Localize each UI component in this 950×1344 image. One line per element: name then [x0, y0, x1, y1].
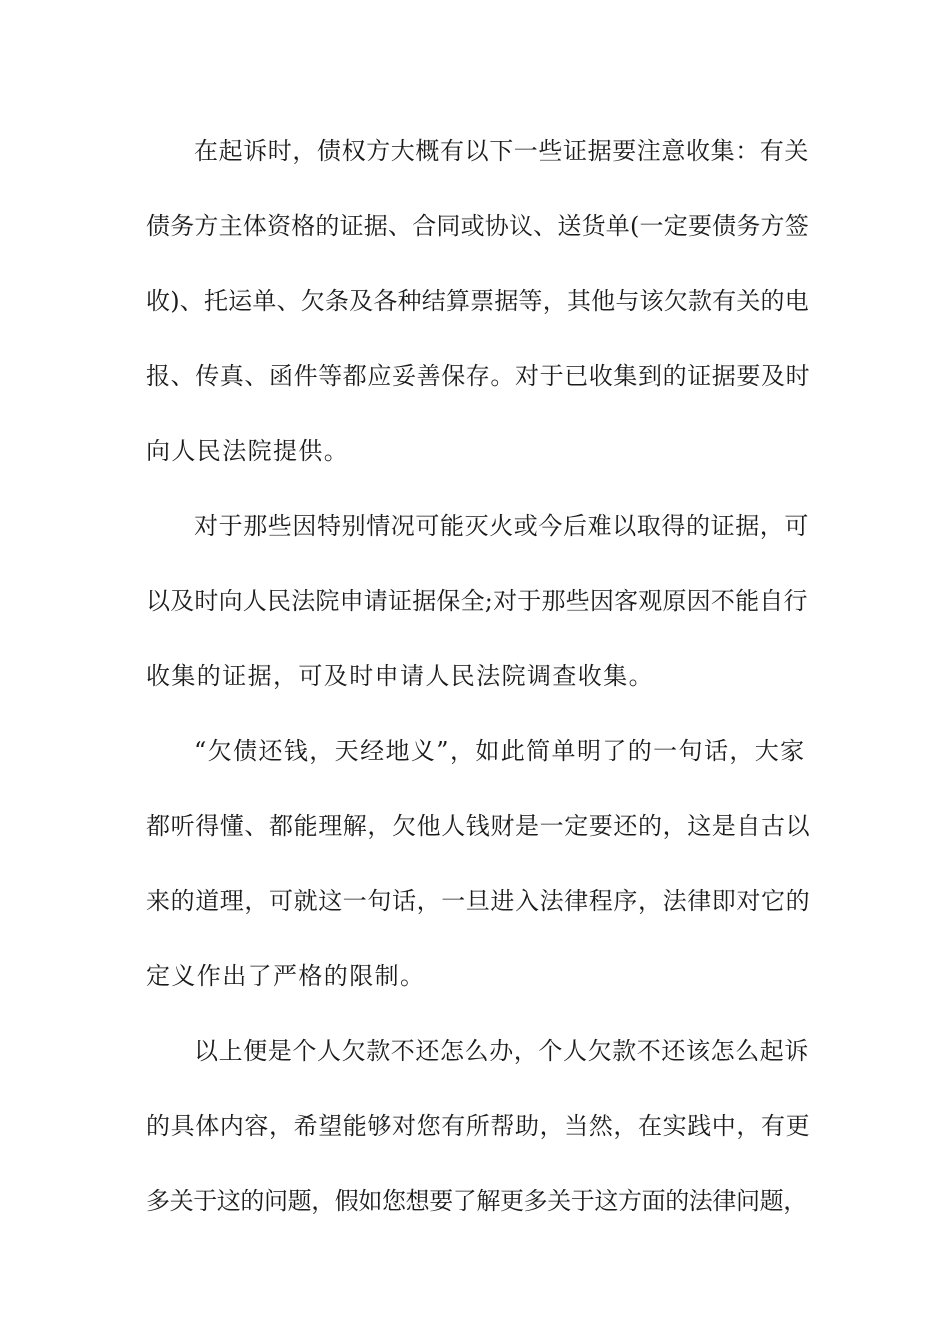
text-line: 收集的证据，可及时申请人民法院调查收集。: [146, 662, 654, 690]
text-line: 债务方主体资格的证据、合同或协议、送货单(一定要债务方签: [146, 212, 809, 240]
text-line: 收)、托运单、欠条及各种结算票据等，其他与该欠款有关的电: [146, 287, 809, 315]
text-line: 定义作出了严格的限制。: [146, 962, 426, 990]
text-line: 报、传真、函件等都应妥善保存。对于已收集到的证据要及时: [146, 362, 811, 390]
text-line: 以上便是个人欠款不还怎么办，个人欠款不还该怎么起诉: [194, 1037, 809, 1065]
text-line: 来的道理，可就这一句话，一旦进入法律程序，法律即对它的: [146, 887, 811, 915]
text-line: 都听得懂、都能理解，欠他人钱财是一定要还的，这是自古以: [146, 812, 811, 840]
text-line: 的具体内容，希望能够对您有所帮助，当然，在实践中，有更: [146, 1112, 811, 1140]
text-line: 在起诉时，债权方大概有以下一些证据要注意收集：有关: [194, 137, 809, 165]
text-line: 对于那些因特别情况可能灭火或今后难以取得的证据，可: [194, 512, 809, 540]
text-line: 多关于这的问题，假如您想要了解更多关于这方面的法律问题，: [146, 1187, 807, 1215]
text-line: “欠债还钱，天经地义”，如此简单明了的一句话，大家: [194, 737, 806, 765]
text-line: 向人民法院提供。: [146, 437, 350, 465]
text-line: 以及时向人民法院申请证据保全;对于那些因客观原因不能自行: [146, 587, 808, 615]
